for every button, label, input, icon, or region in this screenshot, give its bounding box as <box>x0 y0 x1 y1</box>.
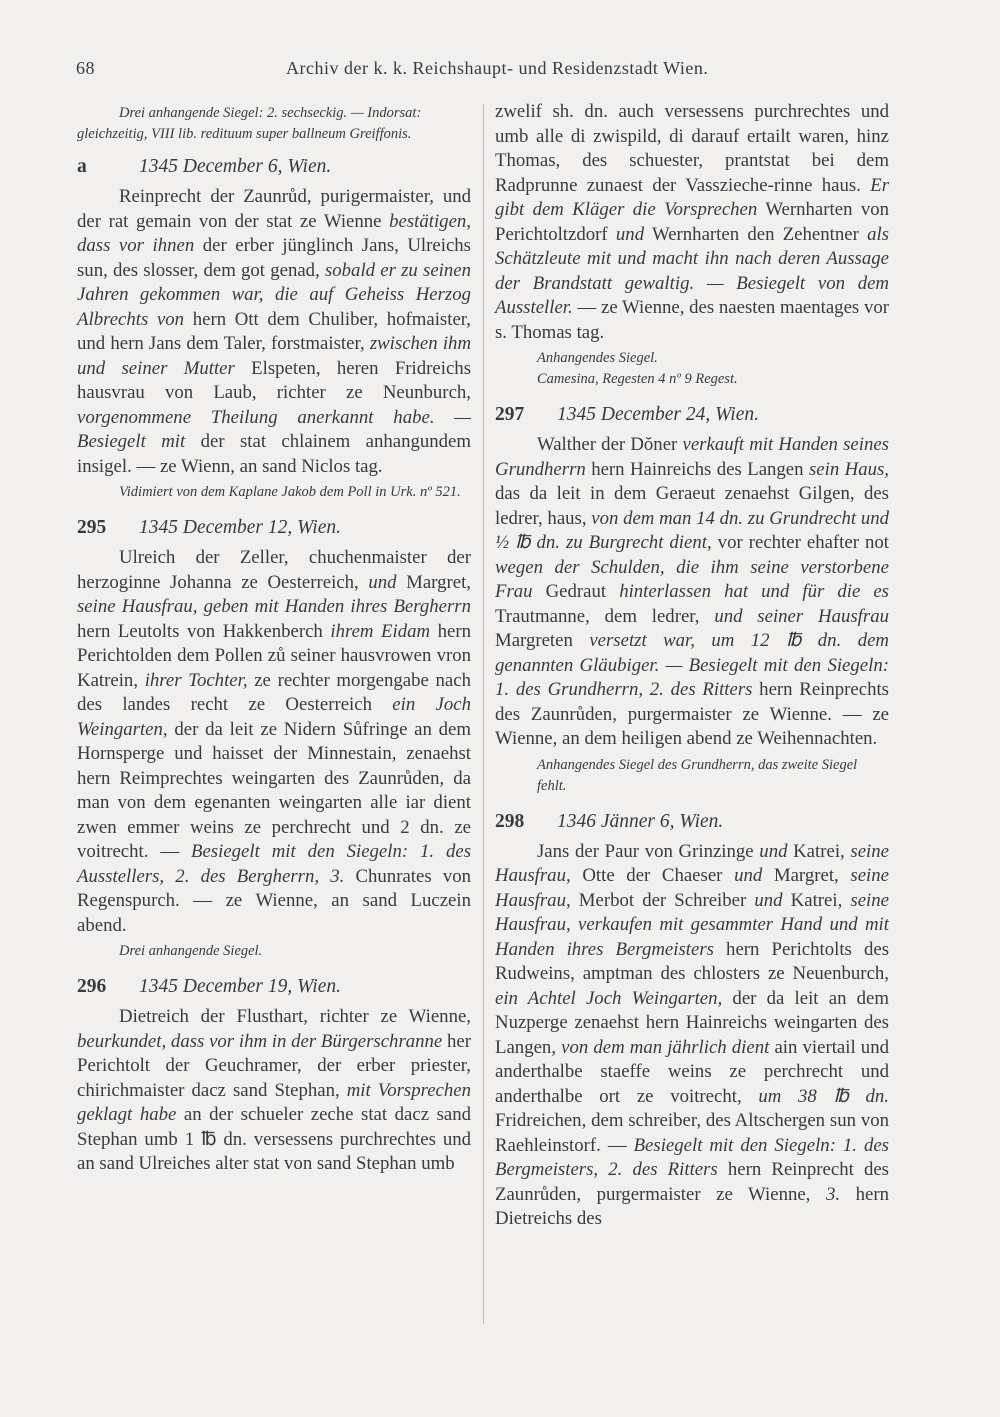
entry-text <box>495 433 889 752</box>
text-run: Fridreichen, dem schreiber, des Altschergen sun von Raehleinstorf. — <box>495 1110 889 1156</box>
text-run: Dietreich der Flusthart, richter ze Wienne, <box>119 1006 471 1027</box>
text-run: der stat chlainem anhangundem insigel. — ze Wienn, an sand Niclos tag. <box>77 431 471 477</box>
text-run: Gedraut <box>532 581 620 602</box>
text-run-italic: Besiegelt mit den Siegeln: 1. des Bergmeisters, 2. des Ritters <box>495 1134 889 1180</box>
text-run: Margret, <box>762 865 851 886</box>
entry-number: 297 <box>495 404 525 425</box>
page-header <box>76 58 896 86</box>
entry-note: Vidimiert von dem Kaplane Jakob dem Poll in Urk. nº 521. <box>119 484 461 500</box>
text-run-italic: ein Joch Weingarten, <box>77 694 471 740</box>
entry-text <box>77 1005 471 1177</box>
text-run-italic: ihrem Eidam <box>330 620 431 642</box>
text-run-italic: zwischen ihm und seiner Mutter <box>77 333 472 379</box>
entry-date: 1346 Jänner 6, Wien. <box>557 810 724 832</box>
text-run-italic: um 38 ℔ dn. <box>758 1085 889 1107</box>
text-run-italic: wegen der Schulden, die ihm seine verstorbene Frau <box>495 556 889 602</box>
text-run: hern Dietreichs des <box>495 1183 889 1229</box>
text-run: ze rechter morgengabe nach des landes recht ze Oesterreich <box>77 669 471 715</box>
text-run: Katrei, <box>787 840 851 862</box>
text-run-italic: von dem man 14 dn. zu Grundrecht und ½ ℔ dn. zu Burgrecht dient, <box>495 507 889 553</box>
text-run-italic: und <box>754 889 783 911</box>
entry-a <box>77 155 471 503</box>
entry-date: 1345 December 24, Wien. <box>557 404 759 425</box>
text-run: Otte der Chaeser <box>570 865 735 886</box>
text-run-italic: beurkundet, dass vor ihm in der Bürgerschranne <box>77 1030 443 1052</box>
text-run-italic: ein Achtel Joch Weingarten, <box>495 987 723 1009</box>
text-run: her Perichtolt der Geuchramer, der erber priester, chirichmaister dacz sand Stephan, <box>77 1030 471 1101</box>
text-run-italic: als Schätzleute mit und macht ihn nach deren Aussage der Brandstatt gewaltig. — Besiegelt von dem Aussteller. <box>495 223 889 318</box>
text-run-italic: und seiner Hausfrau <box>714 605 889 627</box>
text-run: Merbot der Schreiber <box>570 889 755 911</box>
text-run: Chunrates von Regenspurch. — ze Wienne, an sand Luczein abend. <box>77 865 472 936</box>
text-run-italic: seine Hausfrau, <box>495 840 889 886</box>
page-number: 68 <box>76 58 95 78</box>
text-run-italic: seine Hausfrau, geben mit Handen ihres Bergherrn <box>77 596 471 617</box>
text-run: an der schueler zeche stat dacz sand Stephan umb 1 ℔ dn. versessens purchrechtes und an sand Ulreiches alter stat von sand Stephan umb <box>77 1104 471 1174</box>
text-run: Trautmanne, dem ledrer, <box>495 605 715 627</box>
text-run: der da leit ze Nidern Sůfringe an dem Hornsperge und haisset der Minnestain, zenaehst hern Reimprechtes weingarten des Zaunrůden, da man von dem egenanten weingarten alle iar dient zwen emmer weins ze perchrecht und 2 dn. ze voitrecht. — <box>77 718 471 862</box>
entry-heading <box>77 516 471 542</box>
text-run: hern Ott dem Chuliber, hofmaister, und hern Jans dem Taler, forstmaister, <box>77 308 471 354</box>
entry-heading <box>495 810 889 836</box>
text-run: ain viertail und anderthalbe staeffe weins ze perchrecht und anderthalbe ort ze voitrecht, <box>495 1036 889 1107</box>
text-run: Margret, <box>396 571 471 593</box>
entry-297 <box>495 403 889 797</box>
text-run-italic: ihrer Tochter, <box>144 669 248 691</box>
entry-text <box>77 185 471 479</box>
entry-heading <box>77 155 471 181</box>
text-run: Wernharten den Zehentner <box>644 223 868 245</box>
text-run-italic: Er gibt dem Kläger die Vorsprechen <box>495 174 889 220</box>
text-run-italic: seine Hausfrau, verkaufen mit gesammter Hand und mit Handen ihres Bergmeisters <box>495 889 889 960</box>
entry-date: 1345 December 6, Wien. <box>139 156 332 177</box>
entry-text <box>495 840 889 1232</box>
entry-note: Camesina, Regesten 4 nº 9 Regest. <box>537 371 738 387</box>
entry-number: 298 <box>495 810 525 832</box>
text-run-italic: versetzt war, um 12 ℔ dn. dem genannten Gläubiger. — Besiegelt mit den Siegeln: 1. des Grundherrn, 2. des Ritters <box>495 630 889 700</box>
text-run-italic: und <box>759 840 788 862</box>
text-run: hern Hainreichs des Langen <box>585 458 809 480</box>
text-run: Wernharten von Perichtoltzdorf <box>495 199 889 245</box>
entry-text <box>77 546 471 938</box>
entry-heading <box>495 403 889 429</box>
entry-number: 296 <box>77 976 107 997</box>
text-run: das da leit in dem Geraeut zenaehst Gilgen, des ledrer, haus, <box>495 483 889 529</box>
text-run: Ulreich der Zeller, chuchenmaister der herzoginne Johanna ze Oesterreich, <box>77 547 471 593</box>
text-run-italic: mit Vorsprechen geklagt habe <box>77 1079 471 1125</box>
text-run-italic: und <box>734 865 763 886</box>
text-run-italic: bestätigen, dass vor ihnen <box>77 210 471 256</box>
entry-date: 1345 December 12, Wien. <box>139 517 341 538</box>
text-run: Jans der Paur von Grinzinge <box>537 840 760 862</box>
text-run-italic: 3. <box>825 1183 841 1205</box>
entry-number: a <box>77 156 87 177</box>
text-run-italic: vorgenommene Theilung anerkannt habe. — Besiegelt mit <box>77 406 471 452</box>
entry-295 <box>77 516 471 962</box>
text-run: zwelif sh. dn. auch versessens purchrechtes und umb alle di zwispild, di darauf ertailt waren, hinz Thomas, des schuester, prantstat bei dem Radprunne zunaest der Vasszieche-rinne haus. <box>495 101 889 196</box>
text-run: Margreten <box>495 630 590 651</box>
text-run: Elspeten, heren Fridreichs hausvrau von Laub, richter ze Neunburch, <box>77 357 472 403</box>
text-run: hern Leutolts von Hakkenberch <box>77 620 331 642</box>
entry-298 <box>495 810 889 1232</box>
text-run: hern Perichtolts des Rudweins, amptman des chlosters ze Neuenburch, <box>495 938 889 984</box>
entry-note: Drei anhangende Siegel. <box>119 943 263 959</box>
text-run: hern Reinprecht des Zaunrůden, purgermaister ze Wienne, <box>495 1159 889 1205</box>
text-run-italic: sein Haus, <box>808 458 889 480</box>
text-run-italic: von dem man jährlich dient <box>561 1036 770 1058</box>
entry-heading <box>77 975 471 1001</box>
text-run-italic: Besiegelt mit den Siegeln: 1. des Ausstellers, 2. des Bergherrn, 3. <box>77 841 471 887</box>
text-run-italic: seine Hausfrau, <box>495 865 889 911</box>
top-note: Drei anhangende Siegel: 2. sechseckig. — Indorsat: gleichzeitig, VIII lib. redituum super ballneum Greiffonis. <box>77 105 422 142</box>
text-run: — ze Wienne, des naesten maentages vor s. Thomas tag. <box>495 297 889 343</box>
column-divider <box>483 104 484 1324</box>
entry-296 <box>77 975 471 1177</box>
running-title: Archiv der k. k. Reichshaupt- und Residenzstadt Wien. <box>286 58 709 78</box>
entry-note: Anhangendes Siegel des Grundherrn, das zweite Siegel fehlt. <box>537 756 858 794</box>
left-column <box>77 100 471 1190</box>
text-run: Reinprecht der Zaunrůd, purigermaister, und der rat gemain von der stat ze Wienne <box>77 186 471 232</box>
text-run-italic: verkauft mit Handen seines Grundherrn <box>495 434 889 480</box>
text-run: der da leit an dem Nuzperge zenaehst hern Hainreichs weingarten des Langen, <box>495 987 889 1058</box>
text-run: vor rechter ehafter not <box>711 532 889 553</box>
entry-text <box>495 100 889 345</box>
text-run: hern Reinprechts des Zaunrůden, purgermaister ze Wienne. — ze Wienne, an dem heiligen abend ze Weihennachten. <box>495 679 889 749</box>
entry-note: Anhangendes Siegel. <box>537 350 658 366</box>
entry-number: 295 <box>77 517 107 538</box>
text-run: Walther der Dŏner <box>537 434 683 455</box>
entry-date: 1345 December 19, Wien. <box>139 976 341 997</box>
text-run-italic: sobald er zu seinen Jahren gekommen war, die auf Geheiss Herzog Albrechts von <box>77 259 471 330</box>
text-run: der erber jünglinch Jans, Ulreichs sun, des slosser, dem got genad, <box>77 235 471 281</box>
text-run-italic: und <box>615 223 645 245</box>
right-column <box>495 100 889 1245</box>
entry-296-continued <box>495 100 889 390</box>
text-run-italic: hinterlassen hat und für die es <box>619 581 889 602</box>
text-run: Katrei, <box>782 889 851 911</box>
text-run: hern Perichtolden dem Pollen zů seiner hausvrowen vron Katrein, <box>77 620 471 691</box>
text-run-italic: und <box>368 571 397 593</box>
